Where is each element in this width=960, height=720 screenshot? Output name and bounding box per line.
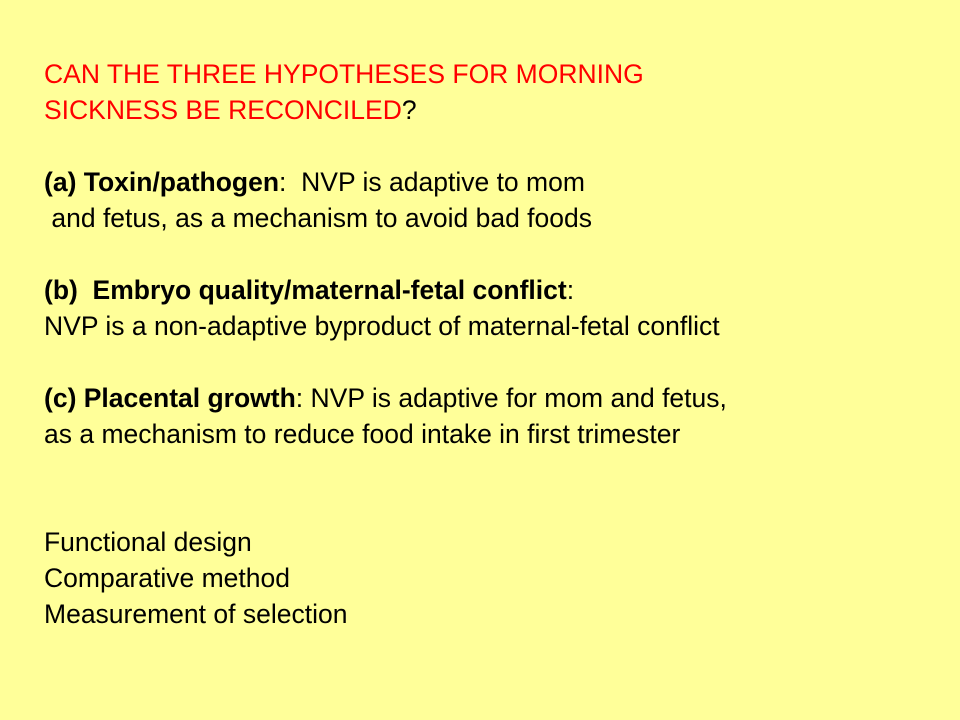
method-item: Measurement of selection [44, 599, 348, 629]
slide-title-question-mark: ? [401, 95, 417, 125]
hypothesis-c-text: NVP is adaptive for mom and fetus, [310, 383, 727, 413]
method-item: Comparative method [44, 563, 290, 593]
hypothesis-b-separator: : [566, 275, 575, 305]
spacer [44, 452, 924, 524]
hypothesis-b-line-2: NVP is a non-adaptive byproduct of maternal-fetal conflict [44, 311, 720, 341]
spacer [44, 344, 924, 380]
spacer [44, 236, 924, 272]
hypothesis-c-separator: : [295, 383, 311, 413]
hypothesis-a-line-1 [44, 164, 924, 200]
hypothesis-b-label: (b) Embryo quality/maternal-fetal conflict [44, 275, 567, 305]
method-item: Functional design [44, 527, 252, 557]
slide-title-line-2-text: SICKNESS BE RECONCILED [44, 95, 402, 125]
slide-content [44, 56, 924, 632]
hypothesis-c-label: (c) Placental growth [44, 383, 296, 413]
hypothesis-b-line-1 [44, 272, 924, 308]
hypothesis-a-text: NVP is adaptive to mom [301, 167, 585, 197]
spacer [44, 128, 924, 164]
hypothesis-a-separator: : [279, 167, 302, 197]
slide-title-line-1: CAN THE THREE HYPOTHESES FOR MORNING [44, 59, 644, 89]
hypothesis-a-label: (a) Toxin/pathogen [44, 167, 280, 197]
hypothesis-a-line-2: and fetus, as a mechanism to avoid bad foods [44, 203, 592, 233]
hypothesis-c-line-1 [44, 380, 924, 416]
slide-title-line-2 [44, 92, 924, 128]
hypothesis-c-line-2: as a mechanism to reduce food intake in first trimester [44, 419, 681, 449]
